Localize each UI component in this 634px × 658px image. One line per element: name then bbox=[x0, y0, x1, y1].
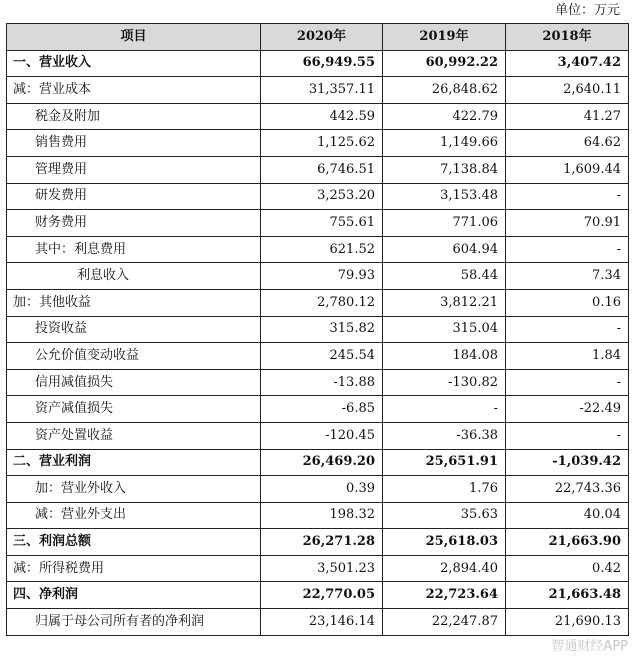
table-row bbox=[7, 103, 629, 130]
value-2020: 3,253.20 bbox=[261, 183, 383, 210]
header-year-2019: 2019年 bbox=[383, 24, 506, 51]
value-2019: 26,848.62 bbox=[383, 77, 506, 104]
table-row bbox=[7, 369, 629, 396]
table-row bbox=[7, 529, 629, 556]
header-year-2020: 2020年 bbox=[261, 24, 383, 51]
row-label: 投资收益 bbox=[7, 316, 261, 343]
table-row bbox=[7, 210, 629, 237]
row-label: 管理费用 bbox=[7, 156, 261, 183]
row-label: 利息收入 bbox=[7, 263, 261, 290]
table-row bbox=[7, 50, 629, 77]
row-label: 资产处置收益 bbox=[7, 422, 261, 449]
table-row bbox=[7, 289, 629, 316]
value-2020: 23,146.14 bbox=[261, 609, 383, 636]
value-2018: 3,407.42 bbox=[506, 50, 629, 77]
value-2018: -22.49 bbox=[506, 396, 629, 423]
value-2020: 315.82 bbox=[261, 316, 383, 343]
value-2018: 7.34 bbox=[506, 263, 629, 290]
value-2019: 7,138.84 bbox=[383, 156, 506, 183]
table-row bbox=[7, 236, 629, 263]
value-2019: 771.06 bbox=[383, 210, 506, 237]
table-row bbox=[7, 343, 629, 370]
value-2020: 1,125.62 bbox=[261, 130, 383, 157]
value-2020: 3,501.23 bbox=[261, 555, 383, 582]
value-2019: 422.79 bbox=[383, 103, 506, 130]
value-2020: 245.54 bbox=[261, 343, 383, 370]
value-2019: 35.63 bbox=[383, 502, 506, 529]
row-label: 财务费用 bbox=[7, 210, 261, 237]
row-label: 研发费用 bbox=[7, 183, 261, 210]
value-2018: 21,663.48 bbox=[506, 582, 629, 609]
value-2020: 26,469.20 bbox=[261, 449, 383, 476]
value-2020: -120.45 bbox=[261, 422, 383, 449]
table-row bbox=[7, 476, 629, 503]
row-label: 税金及附加 bbox=[7, 103, 261, 130]
table-row bbox=[7, 156, 629, 183]
watermark-logo: 智通财经APP bbox=[551, 639, 628, 654]
value-2018: - bbox=[506, 422, 629, 449]
value-2020: 755.61 bbox=[261, 210, 383, 237]
value-2018: 64.62 bbox=[506, 130, 629, 157]
value-2018: - bbox=[506, 236, 629, 263]
value-2018: 21,690.13 bbox=[506, 609, 629, 636]
value-2019: 604.94 bbox=[383, 236, 506, 263]
value-2019: 1,149.66 bbox=[383, 130, 506, 157]
row-label: 减：营业外支出 bbox=[7, 502, 261, 529]
value-2018: 22,743.36 bbox=[506, 476, 629, 503]
row-label: 其中：利息费用 bbox=[7, 236, 261, 263]
value-2019: -36.38 bbox=[383, 422, 506, 449]
row-label: 二、营业利润 bbox=[7, 449, 261, 476]
row-label: 公允价值变动收益 bbox=[7, 343, 261, 370]
row-label: 加：营业外收入 bbox=[7, 476, 261, 503]
value-2018: 21,663.90 bbox=[506, 529, 629, 556]
table-row bbox=[7, 77, 629, 104]
row-label: 加：其他收益 bbox=[7, 289, 261, 316]
value-2019: 25,618.03 bbox=[383, 529, 506, 556]
table-row bbox=[7, 316, 629, 343]
table-row bbox=[7, 263, 629, 290]
table-row bbox=[7, 183, 629, 210]
row-label: 资产减值损失 bbox=[7, 396, 261, 423]
value-2018: 0.16 bbox=[506, 289, 629, 316]
value-2019: 3,153.48 bbox=[383, 183, 506, 210]
table-row bbox=[7, 130, 629, 157]
value-2020: 6,746.51 bbox=[261, 156, 383, 183]
value-2020: 2,780.12 bbox=[261, 289, 383, 316]
value-2018: 2,640.11 bbox=[506, 77, 629, 104]
row-label: 归属于母公司所有者的净利润 bbox=[7, 609, 261, 636]
value-2018: 70.91 bbox=[506, 210, 629, 237]
value-2019: 22,723.64 bbox=[383, 582, 506, 609]
table-row bbox=[7, 609, 629, 636]
header-year-2018: 2018年 bbox=[506, 24, 629, 51]
value-2018: 1,609.44 bbox=[506, 156, 629, 183]
table-row bbox=[7, 396, 629, 423]
row-label: 一、营业收入 bbox=[7, 50, 261, 77]
table-row bbox=[7, 582, 629, 609]
value-2020: 22,770.05 bbox=[261, 582, 383, 609]
value-2020: -13.88 bbox=[261, 369, 383, 396]
value-2018: 0.42 bbox=[506, 555, 629, 582]
value-2020: 621.52 bbox=[261, 236, 383, 263]
table-body bbox=[7, 50, 629, 635]
income-statement-table bbox=[6, 23, 629, 636]
value-2020: -6.85 bbox=[261, 396, 383, 423]
value-2019: 22,247.87 bbox=[383, 609, 506, 636]
row-label: 三、利润总额 bbox=[7, 529, 261, 556]
table-row bbox=[7, 555, 629, 582]
header-item: 项目 bbox=[7, 24, 261, 51]
table-row bbox=[7, 449, 629, 476]
value-2019: - bbox=[383, 396, 506, 423]
value-2020: 66,949.55 bbox=[261, 50, 383, 77]
value-2020: 31,357.11 bbox=[261, 77, 383, 104]
value-2019: 3,812.21 bbox=[383, 289, 506, 316]
value-2019: 1.76 bbox=[383, 476, 506, 503]
table-row bbox=[7, 422, 629, 449]
row-label: 减：营业成本 bbox=[7, 77, 261, 104]
value-2018: 40.04 bbox=[506, 502, 629, 529]
row-label: 减：所得税费用 bbox=[7, 555, 261, 582]
value-2018: - bbox=[506, 183, 629, 210]
value-2020: 442.59 bbox=[261, 103, 383, 130]
value-2020: 79.93 bbox=[261, 263, 383, 290]
row-label: 销售费用 bbox=[7, 130, 261, 157]
table-row bbox=[7, 502, 629, 529]
row-label: 信用减值损失 bbox=[7, 369, 261, 396]
value-2020: 0.39 bbox=[261, 476, 383, 503]
value-2018: - bbox=[506, 316, 629, 343]
row-label: 四、净利润 bbox=[7, 582, 261, 609]
value-2020: 26,271.28 bbox=[261, 529, 383, 556]
value-2019: -130.82 bbox=[383, 369, 506, 396]
value-2019: 184.08 bbox=[383, 343, 506, 370]
value-2020: 198.32 bbox=[261, 502, 383, 529]
value-2019: 58.44 bbox=[383, 263, 506, 290]
value-2018: - bbox=[506, 369, 629, 396]
value-2019: 60,992.22 bbox=[383, 50, 506, 77]
value-2019: 2,894.40 bbox=[383, 555, 506, 582]
value-2018: 41.27 bbox=[506, 103, 629, 130]
value-2018: -1,039.42 bbox=[506, 449, 629, 476]
value-2018: 1.84 bbox=[506, 343, 629, 370]
value-2019: 315.04 bbox=[383, 316, 506, 343]
table-header-row bbox=[7, 24, 629, 51]
value-2019: 25,651.91 bbox=[383, 449, 506, 476]
unit-label: 单位：万元 bbox=[554, 3, 620, 18]
